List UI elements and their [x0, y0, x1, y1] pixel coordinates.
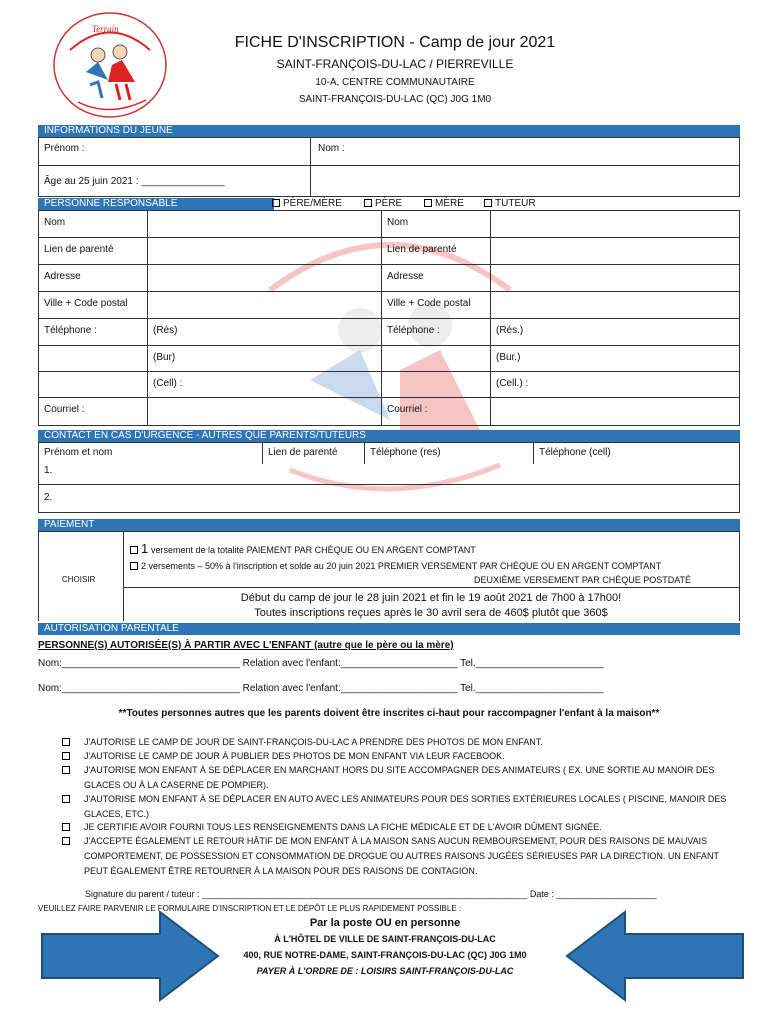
resp-left-phone[interactable]: (Bur)	[153, 352, 176, 363]
autorisees-heading: PERSONNE(S) AUTORISÉE(S) À PARTIR AVEC L'ENFANT (autre que le père ou la mère)	[38, 640, 454, 651]
age-field[interactable]: Âge au 25 juin 2021 : _______________	[44, 176, 225, 187]
resp-right-label: Nom	[387, 217, 409, 228]
opt-mere[interactable]	[424, 198, 464, 210]
resp-left-label: Téléphone :	[44, 325, 97, 336]
resp-left-label: Lien de parenté	[44, 244, 114, 255]
col-tel-cell: Téléphone (cell)	[539, 447, 611, 458]
late-fee-note: Toutes inscriptions reçues après le 30 avril sera de 460$ plutôt que 360$	[254, 607, 608, 619]
checkbox-icon[interactable]	[424, 199, 432, 207]
signature-line[interactable]: Signature du parent / tuteur : _________________________________________________________________ Date : ____________________	[85, 889, 657, 899]
col-prenom-nom: Prénom et nom	[44, 447, 113, 458]
form-title: FICHE D'INSCRIPTION - Camp de jour 2021	[234, 34, 556, 51]
resp-left-label: Courriel :	[44, 404, 85, 415]
nom-field[interactable]: Nom :	[318, 143, 345, 154]
autorisation-item-text: J'AUTORISE LE CAMP DE JOUR À PUBLIER DES PHOTOS DE MON ENFANT VIA LEUR FACEBOOK.	[84, 751, 505, 761]
footer-payable: PAYER À L'ORDRE DE : LOISIRS SAINT-FRANÇOIS-DU-LAC	[256, 966, 514, 976]
opt-tuteur[interactable]	[484, 198, 536, 210]
autorisation-item[interactable]	[62, 763, 742, 793]
autorisation-item-text: J'AUTORISE LE CAMP DE JOUR DE SAINT-FRANÇOIS-DU-LAC A PRENDRE DES PHOTOS DE MON ENFANT.	[84, 737, 543, 747]
header-address: 10-A, CENTRE COMMUNAUTAIRE	[315, 77, 475, 88]
checkbox-icon[interactable]	[62, 752, 70, 760]
resp-right-label: Téléphone :	[387, 325, 440, 336]
section-bar-paiement: PAIEMENT	[38, 519, 740, 531]
section-bar-autorisation: AUTORISATION PARENTALE	[38, 623, 740, 635]
checkbox-icon[interactable]	[272, 199, 280, 207]
choisir-label: CHOISIR	[62, 575, 96, 584]
resp-left-phone[interactable]: (Cell) :	[153, 378, 183, 389]
opt-label: 2 versements – 50% à l'inscription et solde au 20 juin 2021 PREMIER VERSEMENT PAR CHÈQUE OU EN ARGENT COMPTANT	[141, 561, 662, 571]
autorisation-item[interactable]	[62, 834, 742, 879]
paiement-opt-2[interactable]	[130, 560, 661, 572]
checkbox-icon[interactable]	[484, 199, 492, 207]
checkbox-icon[interactable]	[130, 562, 138, 570]
opt-label: versement de la totalité PAIEMENT PAR CHÈQUE OU EN ARGENT COMPTANT	[151, 545, 476, 555]
svg-text:Terrain: Terrain	[92, 24, 119, 34]
header-city: SAINT-FRANÇOIS-DU-LAC (QC) J0G 1M0	[298, 94, 492, 105]
prenom-field[interactable]: Prénom :	[44, 143, 85, 154]
footer-place: À L'HÔTEL DE VILLE DE SAINT-FRANÇOIS-DU-LAC	[274, 934, 496, 944]
resp-right-phone[interactable]: (Rés.)	[496, 325, 524, 336]
autorisation-item[interactable]	[62, 820, 742, 835]
resp-left-label: Nom	[44, 217, 66, 228]
arrow-left-icon	[565, 910, 745, 1002]
opt-label: TUTEUR	[495, 198, 536, 209]
opt-label: MÈRE	[435, 198, 464, 209]
autorisation-item-text: JE CERTIFIE AVOIR FOURNI TOUS LES RENSEIGNEMENTS DANS LA FICHE MÉDICALE ET DE L'AVOIR DÛMENT SIGNÉE.	[84, 822, 602, 832]
header-location: SAINT-FRANÇOIS-DU-LAC / PIERREVILLE	[276, 57, 514, 71]
resp-right-label: Ville + Code postal	[387, 298, 471, 309]
resp-right-phone[interactable]: (Bur.)	[496, 352, 521, 363]
autorisation-item-text: J'AUTORISE MON ENFANT À SE DÉPLACER EN AUTO AVEC LES ANIMATEURS POUR DES SORTIES EXTÉRIEURES LOCALES ( PISCINE, MANOIR DES GLACES, ETC.)	[84, 794, 727, 819]
arrow-right-icon	[40, 910, 220, 1002]
opt-label: PÈRE/MÈRE	[283, 198, 342, 209]
autorisee-line-2[interactable]: Nom:________________________________ Relation avec l'enfant:_____________________ Tel._______________________	[38, 683, 604, 694]
autorisation-item[interactable]	[62, 792, 742, 822]
resp-right-label: Courriel :	[387, 404, 428, 415]
resp-left-phone[interactable]: (Rés)	[153, 325, 178, 336]
logo	[50, 10, 170, 120]
autorisation-item[interactable]	[62, 735, 742, 750]
checkbox-icon[interactable]	[62, 738, 70, 746]
autorisation-item[interactable]	[62, 749, 742, 764]
autorisation-item-text: J'ACCEPTE ÉGALEMENT LE RETOUR HÂTIF DE MON ENFANT À LA MAISON SANS AUCUN REMBOURSEMENT, POUR DES RAISONS DE MAUVAIS COMPORTEMENT, DE POSSESSION ET CONSOMMATION DE DROGUE OU AUTRES RAISONS JUGÉES SÉRIEUSES PAR LA DIRECTION. UN ENFANT PEUT ÉGALEMENT ÊTRE RETOURNER À LA MAISON POUR DES RAISONS DE CONTAGION.	[84, 836, 719, 876]
send-instruction: VEUILLEZ FAIRE PARVENIR LE FORMULAIRE D'INSCRIPTION ET LE DÉPÔT LE PLUS RAPIDEMENT POSSIBLE :	[38, 904, 462, 913]
autorisation-item-text: J'AUTORISE MON ENFANT À SE DÉPLACER EN MARCHANT HORS DU SITE ACCOMPAGNER DES ANIMATEURS ( EX. UNE SORTIE AU MANOIR DES GLACES OU À LA CASERNE DE POMPIER).	[84, 765, 715, 790]
section-bar-jeune: INFORMATIONS DU JEUNE	[38, 125, 740, 137]
section-bar-urgence: CONTACT EN CAS D'URGENCE - AUTRES QUE PARENTS/TUTEURS	[38, 430, 740, 442]
autorisee-line-1[interactable]: Nom:________________________________ Relation avec l'enfant:_____________________ Tel._______________________	[38, 658, 604, 669]
paiement-opt-1[interactable]	[130, 543, 476, 557]
urgence-row-1[interactable]: 1.	[44, 465, 53, 476]
checkbox-icon[interactable]	[62, 766, 70, 774]
resp-right-label: Lien de parenté	[387, 244, 457, 255]
resp-right-label: Adresse	[387, 271, 424, 282]
footer-address: 400, RUE NOTRE-DAME, SAINT-FRANÇOIS-DU-LAC (QC) J0G 1M0	[243, 950, 527, 960]
paiement-opt-2b: DEUXIÈME VERSEMENT PAR CHÈQUE POSTDATÉ	[474, 575, 692, 585]
col-lien: Lien de parenté	[268, 447, 338, 458]
col-tel-res: Téléphone (res)	[370, 447, 441, 458]
autorisation-note: **Toutes personnes autres que les parents doivent être inscrites ci-haut pour raccompagner l'enfant à la maison**	[118, 708, 660, 719]
checkbox-icon[interactable]	[62, 795, 70, 803]
checkbox-icon[interactable]	[364, 199, 372, 207]
opt-label: PÈRE	[375, 198, 403, 209]
opt-number: 1	[141, 541, 149, 556]
checkbox-icon[interactable]	[62, 837, 70, 845]
urgence-row-2[interactable]: 2.	[44, 492, 53, 503]
camp-dates: Début du camp de jour le 28 juin 2021 et fin le 19 août 2021 de 7h00 à 17h00!	[240, 592, 622, 604]
resp-right-phone[interactable]: (Cell.) :	[496, 378, 529, 389]
section-bar-responsable: PERSONNE RESPONSABLE	[38, 198, 274, 210]
checkbox-icon[interactable]	[130, 546, 138, 554]
resp-left-label: Ville + Code postal	[44, 298, 128, 309]
checkbox-icon[interactable]	[62, 823, 70, 831]
opt-pere[interactable]	[364, 198, 402, 210]
resp-left-label: Adresse	[44, 271, 81, 282]
opt-pere-mere[interactable]	[272, 198, 342, 210]
footer-method: Par la poste OU en personne	[309, 917, 461, 929]
